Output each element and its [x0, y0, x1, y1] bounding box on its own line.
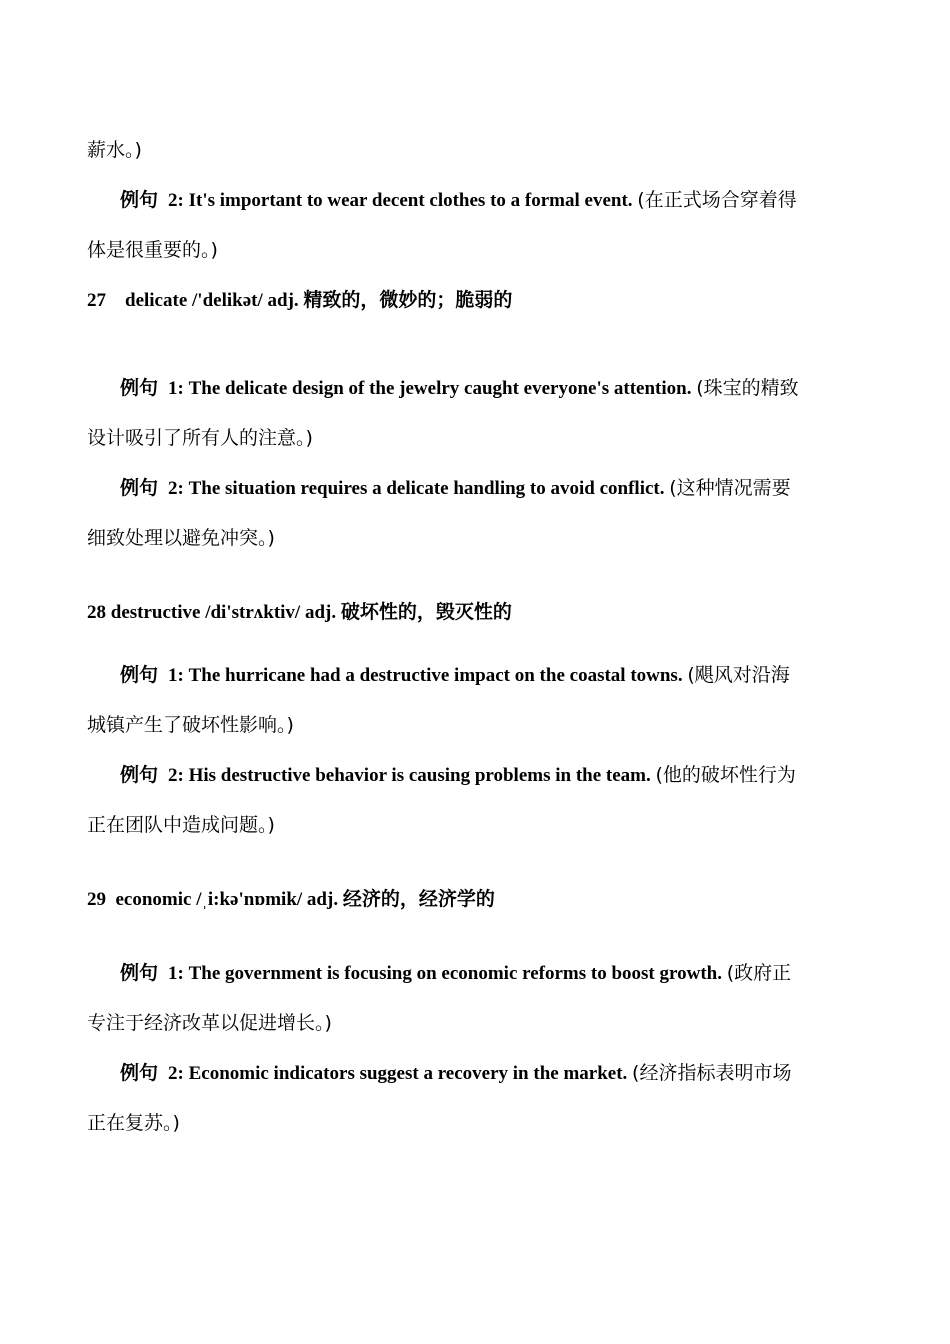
example-number: 1: [168, 963, 184, 984]
entry-word: delicate [125, 290, 188, 311]
example-label: 例句 [120, 764, 159, 786]
example-number: 2: [168, 190, 184, 211]
example-chinese-cont: 正在团队中造成问题。) [87, 814, 275, 836]
entry-meaning: 破坏性的，毁灭性的 [340, 601, 512, 623]
example-number: 1: [168, 665, 184, 686]
example-chinese-cont: 体是很重要的。) [87, 239, 218, 261]
entry-pos: adj. [306, 889, 339, 910]
entry-meaning: 精致的，微妙的；脆弱的 [303, 289, 513, 311]
entry-number: 29 [87, 889, 106, 910]
entry-word: economic [115, 889, 192, 910]
entry-number: 27 [87, 290, 106, 311]
example-chinese: (在正式场合穿着得 [637, 189, 797, 211]
example-line [120, 961, 791, 986]
example-number: 2: [168, 478, 184, 499]
example-chinese: (这种情况需要 [669, 477, 791, 499]
example-chinese-cont: 专注于经济改革以促进增长。) [87, 1012, 332, 1034]
example-line [120, 1061, 791, 1086]
entry-heading [87, 887, 495, 912]
example-chinese: (珠宝的精致 [696, 377, 799, 399]
example-label: 例句 [120, 477, 159, 499]
entry-word: destructive [110, 602, 201, 623]
entry-pos: adj. [304, 602, 337, 623]
example-english: The situation requires a delicate handling to avoid conflict. [188, 478, 665, 499]
example-label: 例句 [120, 1062, 159, 1084]
example-chinese-cont: 设计吸引了所有人的注意。) [87, 427, 313, 449]
example-chinese: (他的破坏性行为 [655, 764, 796, 786]
example-line [120, 376, 799, 401]
example-chinese: (政府正 [726, 962, 792, 984]
entry-heading [87, 288, 512, 313]
example-chinese: (飓风对沿海 [687, 664, 790, 686]
example-label: 例句 [120, 189, 159, 211]
example-label: 例句 [120, 962, 159, 984]
example-line [120, 476, 791, 501]
example-number: 2: [168, 1063, 184, 1084]
entry-phonetic: /di'strʌktiv/ [205, 602, 301, 623]
example-label: 例句 [120, 664, 159, 686]
example-chinese-cont: 正在复苏。) [87, 1112, 180, 1134]
example-number: 2: [168, 765, 184, 786]
entry-heading [87, 600, 512, 625]
entry-phonetic: /'delikət/ [192, 290, 263, 311]
example-english: It's important to wear decent clothes to a formal event. [188, 190, 633, 211]
continuation-text: 薪水。) [87, 139, 142, 161]
example-chinese: (经济指标表明市场 [632, 1062, 792, 1084]
entry-meaning: 经济的，经济学的 [342, 888, 495, 910]
example-line [120, 763, 796, 788]
example-english: Economic indicators suggest a recovery in the market. [188, 1063, 628, 1084]
example-line [120, 188, 797, 213]
example-english: The hurricane had a destructive impact on the coastal towns. [188, 665, 683, 686]
entry-phonetic: /ˌi:kə'nɒmik/ [196, 889, 303, 910]
example-english: The delicate design of the jewelry caught everyone's attention. [188, 378, 692, 399]
example-chinese-cont: 细致处理以避免冲突。) [87, 527, 275, 549]
example-line [120, 663, 790, 688]
example-english: The government is focusing on economic reforms to boost growth. [188, 963, 722, 984]
example-label: 例句 [120, 377, 159, 399]
example-number: 1: [168, 378, 184, 399]
example-chinese-cont: 城镇产生了破坏性影响。) [87, 714, 294, 736]
entry-pos: adj. [267, 290, 299, 311]
example-english: His destructive behavior is causing problems in the team. [188, 765, 651, 786]
entry-number: 28 [87, 602, 106, 623]
